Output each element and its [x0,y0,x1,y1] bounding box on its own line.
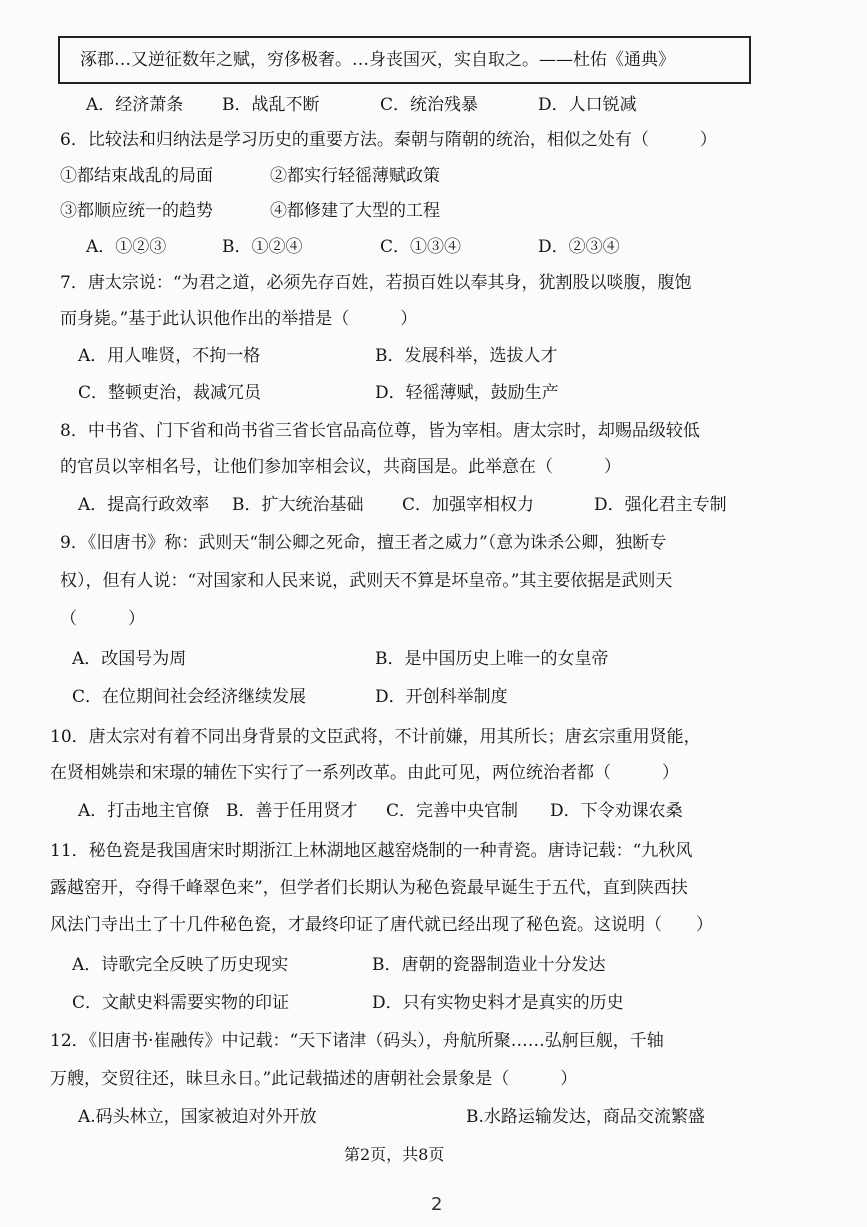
q12-stem-line-2: 万艘，交贸往还，昧旦永日。”此记载描述的唐朝社会景象是（ ） [50,1069,578,1089]
q10-stem-line-1: 10．唐太宗对有着不同出身背景的文臣武将，不计前嫌，用其所长；唐玄宗重用贤能， [50,727,701,747]
q6-statement-1: ①都结束战乱的局面 [60,166,213,186]
q10-stem-line-2: 在贤相姚崇和宋璟的辅佐下实行了一系列改革。由此可见，两位统治者都（ ） [50,763,679,783]
q9-option-b: B．是中国历史上唯一的女皇帝 [375,649,609,669]
q5-option-a: A．经济萧条 [86,95,184,115]
q10-option-b: B．善于任用贤才 [226,801,358,821]
q7-option-a: A．用人唯贤，不拘一格 [78,346,261,366]
q10-option-a: A．打击地主官僚 [78,801,210,821]
q6-option-b: B．①②④ [222,237,303,257]
q9-option-d: D．开创科举制度 [375,687,508,707]
q8-option-a: A．提高行政效率 [78,495,210,515]
q12-option-a: A.码头林立，国家被迫对外开放 [78,1107,317,1127]
q12-option-b: B.水路运输发达，商品交流繁盛 [466,1107,705,1127]
q6-statement-2: ②都实行轻徭薄赋政策 [270,166,440,186]
q9-stem-line-2: 权），但有人说：“对国家和人民来说，武则天不算是坏皇帝。”其主要依据是武则天 [60,571,673,591]
q6-option-c: C．①③④ [380,237,462,257]
q8-option-b: B．扩大统治基础 [232,495,364,515]
q7-stem-line-2: 而身毙。”基于此认识他作出的举措是（ ） [60,309,418,329]
q6-statement-3: ③都顺应统一的趋势 [60,201,213,221]
quote-box [58,36,751,84]
q7-option-c: C．整顿吏治，裁减冗员 [78,383,262,403]
q5-option-c: C．统治残暴 [380,95,479,115]
q11-stem-line-3: 风法门寺出土了十几件秘色瓷，才最终印证了唐代就已经出现了秘色瓷。这说明（ ） [50,915,713,935]
q6-stem: 6．比较法和归纳法是学习历史的重要方法。秦朝与隋朝的统治，相似之处有（ ） [60,130,717,150]
q7-option-d: D．轻徭薄赋，鼓励生产 [375,383,559,403]
q9-stem-line-3: （ ） [60,609,145,629]
q11-stem-line-2: 露越窑开，夺得千峰翠色来”，但学者们长期认为秘色瓷最早诞生于五代，直到陕西扶 [50,878,688,898]
page-label: 第2页，共8页 [344,1145,445,1164]
q11-option-a: A．诗歌完全反映了历史现实 [72,955,289,975]
q11-option-d: D．只有实物史料才是真实的历史 [372,993,624,1013]
q7-option-b: B．发展科举，选拔人才 [375,346,558,366]
q8-stem-line-2: 的官员以宰相名号，让他们参加宰相会议，共商国是。此举意在（ ） [60,457,621,477]
q8-option-c: C．加强宰相权力 [402,495,535,515]
q10-option-d: D．下令劝课农桑 [550,801,683,821]
q9-option-c: C．在位期间社会经济继续发展 [72,687,307,707]
q5-option-d: D．人口锐减 [538,95,637,115]
quote-text: 涿郡…又逆征数年之赋，穷侈极奢。…身丧国灭，实自取之。——杜佑《通典》 [80,50,675,70]
q11-stem-line-1: 11．秘色瓷是我国唐宋时期浙江上林湖地区越窑烧制的一种青瓷。唐诗记载：“九秋风 [50,841,693,861]
q6-option-d: D．②③④ [538,237,620,257]
page-number: 2 [431,1194,443,1215]
q8-option-d: D．强化君主专制 [594,495,727,515]
q9-stem-line-1: 9．《旧唐书》称：武则天“制公卿之死命，擅王者之威力”（意为诛杀公卿，独断专 [60,533,667,553]
q11-option-b: B．唐朝的瓷器制造业十分发达 [372,955,606,975]
q10-option-c: C．完善中央官制 [386,801,519,821]
q6-option-a: A．①②③ [86,237,167,257]
q9-option-a: A．改国号为周 [72,649,187,669]
q5-option-b: B．战乱不断 [222,95,320,115]
q12-stem-line-1: 12．《旧唐书·崔融传》中记载：“天下诸津（码头），舟航所聚……弘舸巨舰，千轴 [50,1031,664,1051]
q6-statement-4: ④都修建了大型的工程 [270,201,440,221]
q8-stem-line-1: 8．中书省、门下省和尚书省三省长官品高位尊，皆为宰相。唐太宗时，却赐品级较低 [60,421,700,441]
q11-option-c: C．文献史料需要实物的印证 [72,993,290,1013]
q7-stem-line-1: 7．唐太宗说：“为君之道，必须先存百姓，若损百姓以奉其身，犹割股以啖腹，腹饱 [60,273,692,293]
